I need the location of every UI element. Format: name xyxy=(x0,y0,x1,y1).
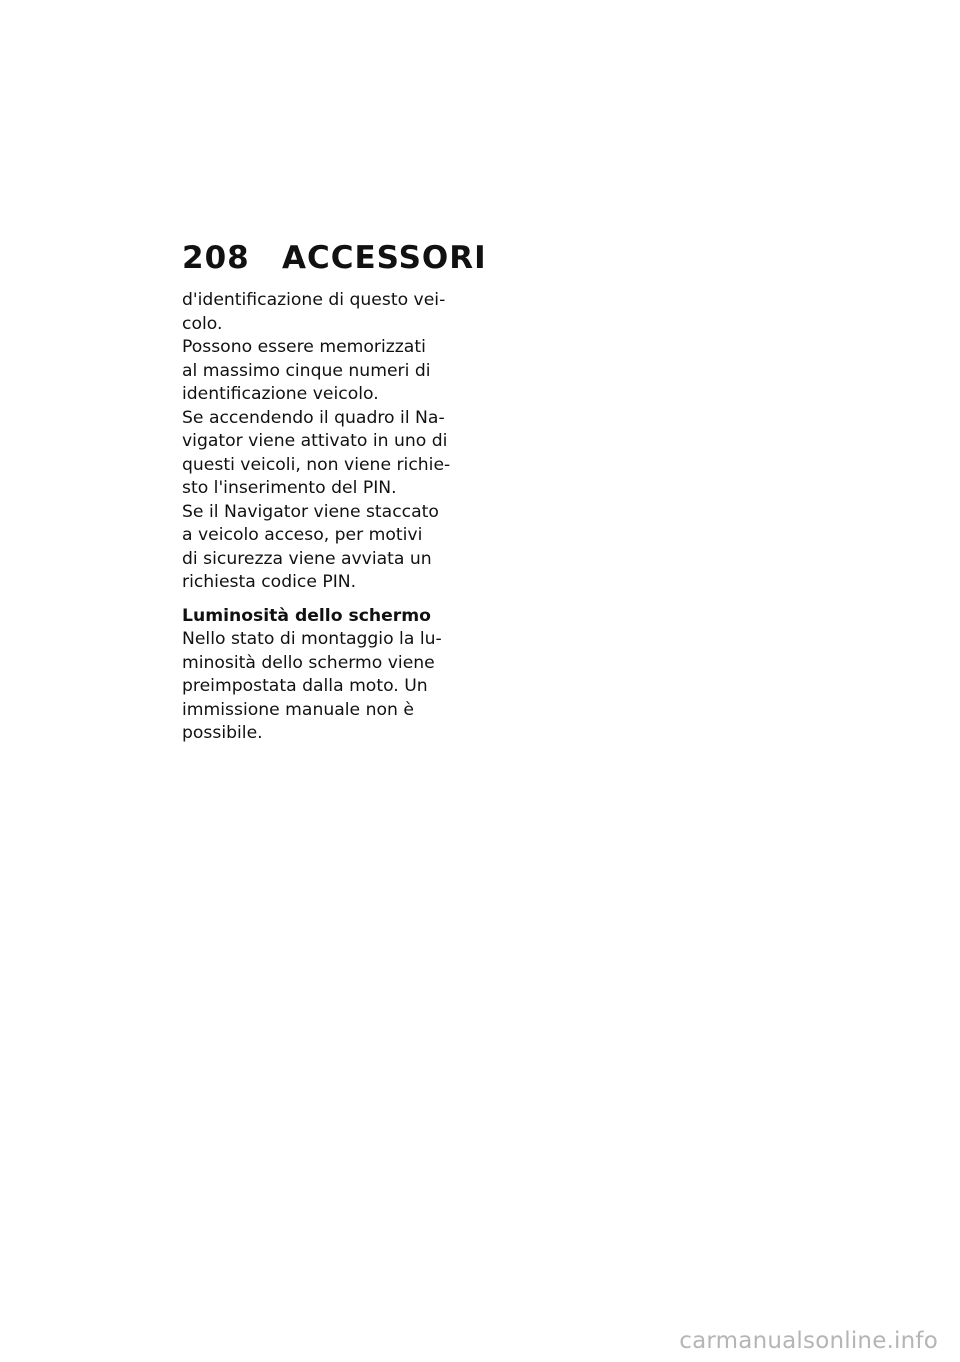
text-line: sto l'inserimento del PIN. xyxy=(182,478,397,498)
paragraph-brightness xyxy=(182,628,447,746)
text-line: identificazione veicolo. xyxy=(182,384,379,404)
paragraph-storage-limit xyxy=(182,336,447,407)
text-line: possibile. xyxy=(182,723,263,743)
page-header xyxy=(182,238,487,278)
text-line: di sicurezza viene avviata un xyxy=(182,548,432,569)
watermark: carmanualsonline.info xyxy=(679,1328,938,1354)
paragraph-pin-skip xyxy=(182,407,451,501)
text-line: richiesta codice PIN. xyxy=(182,572,357,592)
section-title: ACCESSORI xyxy=(282,240,487,276)
page-number: 208 xyxy=(182,240,250,276)
text-line: d'identificazione di questo vei- xyxy=(182,290,446,310)
text-line: minosità dello schermo viene xyxy=(182,652,435,673)
text-line: Se il Navigator viene staccato xyxy=(182,501,439,522)
text-line: a veicolo acceso, per motivi xyxy=(182,525,423,545)
text-line: colo. xyxy=(182,313,223,334)
body-text xyxy=(182,289,451,746)
subheading-screen-brightness: Luminosità dello schermo xyxy=(182,605,431,626)
text-line: preimpostata dalla moto. Un xyxy=(182,676,428,696)
text-line: al massimo cinque numeri di xyxy=(182,360,431,381)
paragraph-pin-request xyxy=(182,501,447,595)
text-line: Nello stato di montaggio la lu- xyxy=(182,629,442,649)
text-line: Se accendendo il quadro il Na- xyxy=(182,407,445,428)
text-line: questi veicoli, non viene richie- xyxy=(182,454,451,475)
text-line: Possono essere memorizzati xyxy=(182,337,426,357)
text-line: vigator viene attivato in uno di xyxy=(182,431,448,451)
text-line: immissione manuale non è xyxy=(182,699,414,720)
paragraph-vehicle-id xyxy=(182,289,447,336)
